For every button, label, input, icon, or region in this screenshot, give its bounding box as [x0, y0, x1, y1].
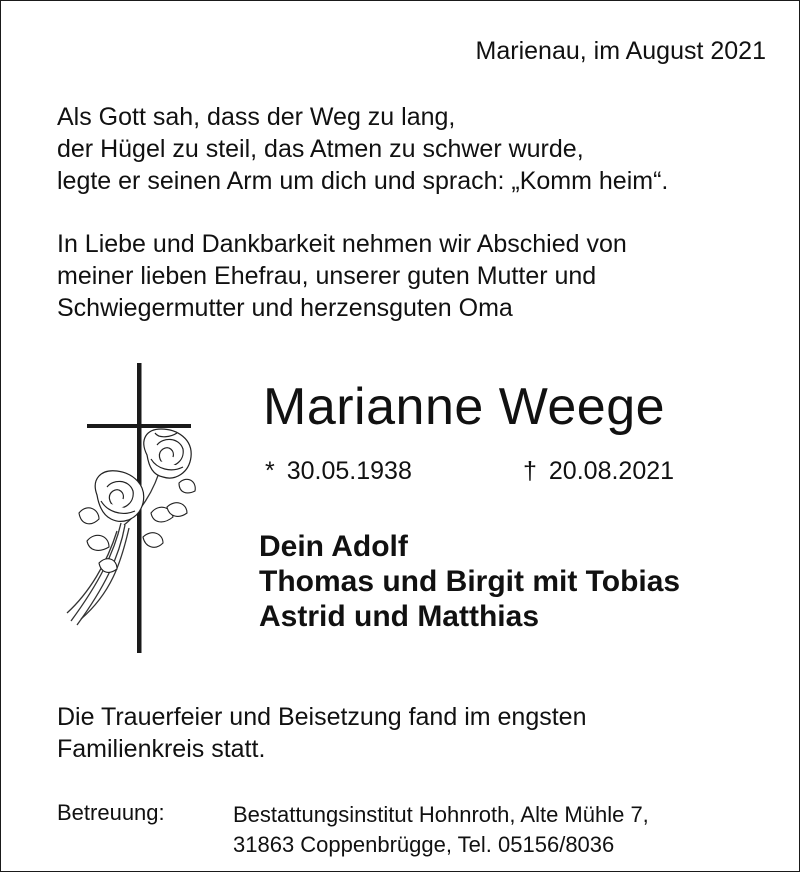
care-line: Bestattungsinstitut Hohnroth, Alte Mühle 7, — [233, 802, 649, 827]
birth-date-line — [265, 457, 412, 486]
note-line: Die Trauerfeier und Beisetzung fand im engsten — [57, 703, 587, 731]
intro-line: In Liebe und Dankbarkeit nehmen wir Abschied von — [57, 230, 627, 258]
birth-symbol: * — [265, 457, 275, 485]
intro-text — [57, 228, 627, 324]
funeral-note — [57, 701, 586, 765]
place-date: Marienau, im August 2021 — [475, 37, 766, 65]
birth-date: 30.05.1938 — [286, 457, 412, 485]
care-label: Betreuung: — [57, 800, 165, 825]
death-symbol: † — [523, 457, 537, 485]
verse-text — [57, 101, 668, 197]
verse-line: Als Gott sah, dass der Weg zu lang, — [57, 103, 456, 131]
verse-line: legte er seinen Arm um dich und sprach: „Komm heim“. — [57, 167, 669, 195]
mourner-line: Dein Adolf — [259, 530, 408, 563]
care-details — [233, 800, 649, 860]
intro-line: meiner lieben Ehefrau, unserer guten Mutter und — [57, 262, 597, 290]
cross-with-roses-icon — [59, 363, 209, 655]
mourners-list — [259, 529, 680, 634]
care-line: 31863 Coppenbrügge, Tel. 05156/8036 — [233, 832, 615, 857]
mourner-line: Thomas und Birgit mit Tobias — [259, 565, 681, 598]
deceased-name: Marianne Weege — [263, 378, 666, 436]
intro-line: Schwiegermutter und herzensguten Oma — [57, 294, 513, 322]
death-date-line — [523, 457, 674, 486]
note-line: Familienkreis statt. — [57, 735, 266, 763]
verse-line: der Hügel zu steil, das Atmen zu schwer wurde, — [57, 135, 584, 163]
death-date: 20.08.2021 — [548, 457, 675, 485]
mourner-line: Astrid und Matthias — [259, 600, 540, 633]
